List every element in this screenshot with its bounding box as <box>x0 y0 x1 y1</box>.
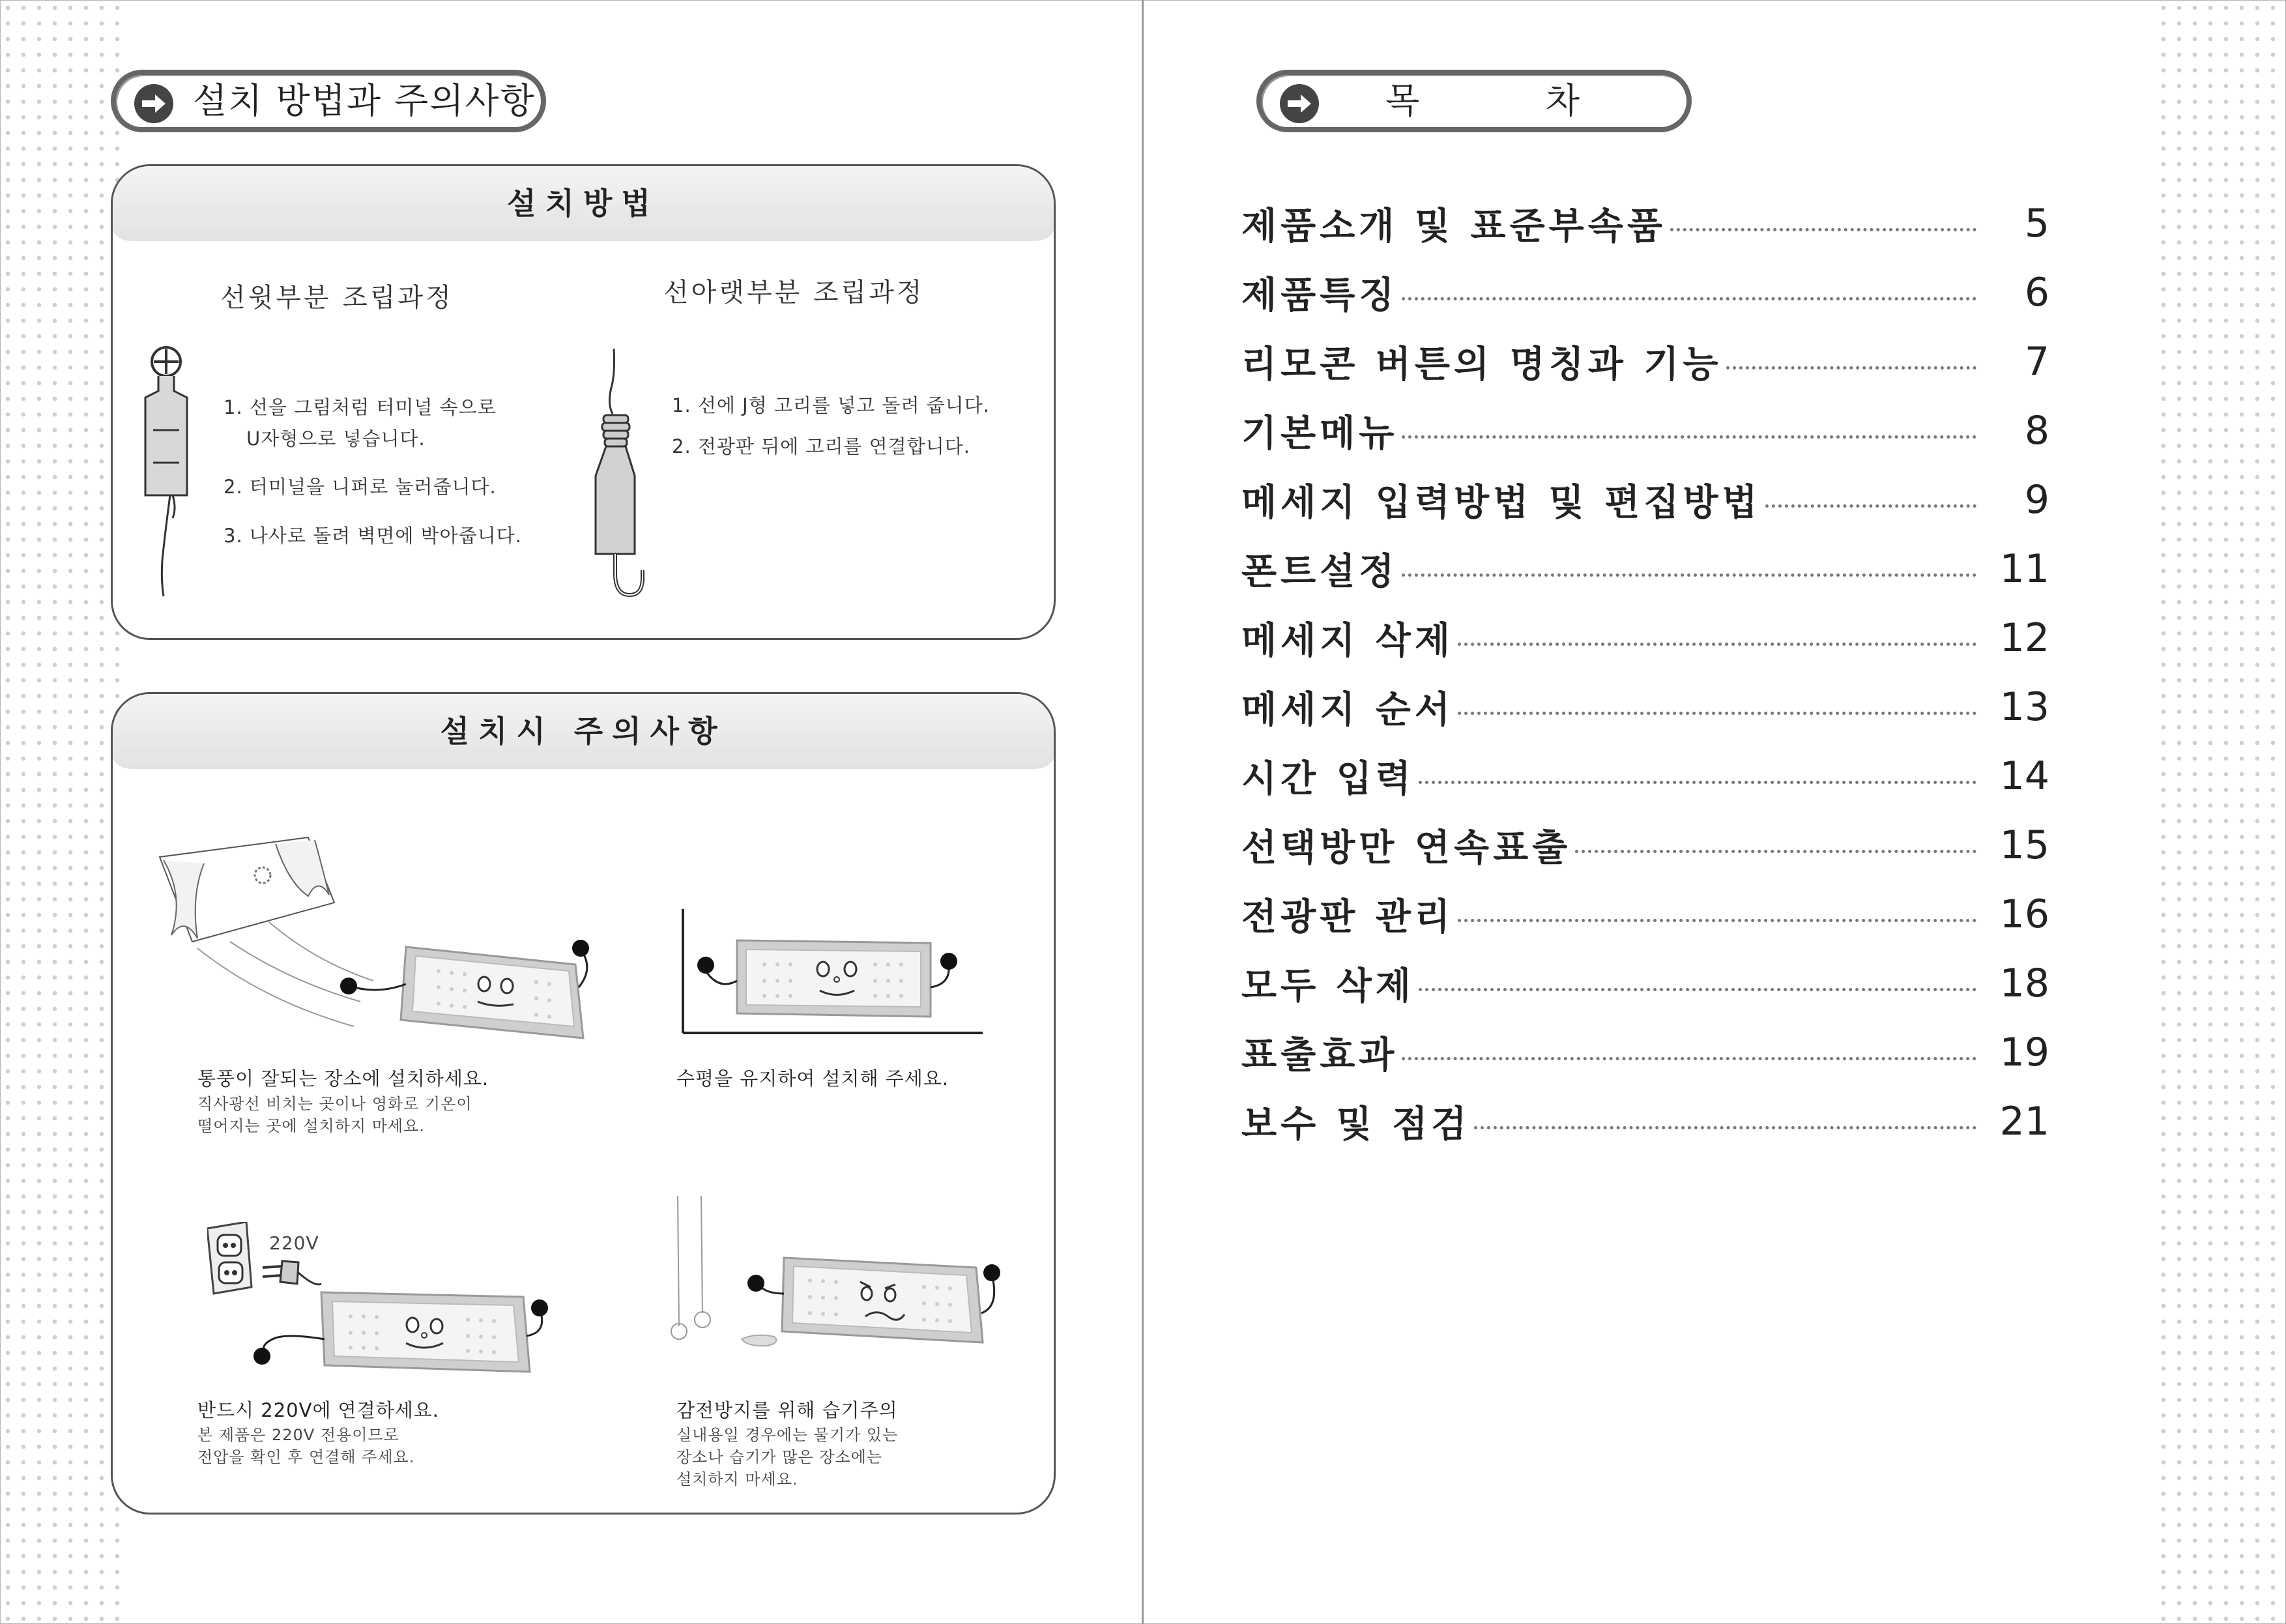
toc-leader-dots <box>1670 228 1976 231</box>
toc-leader-dots <box>1419 988 1976 991</box>
toc-page-number: 8 <box>2024 408 2049 454</box>
level-illustration <box>680 909 986 1039</box>
toc-entry-title: 표출효과 <box>1241 1034 1398 1077</box>
toc-entry-title: 메세지 삭제 <box>1241 620 1454 662</box>
toc-page-number: 18 <box>1999 961 2049 1006</box>
install-method-title: 설치방법 <box>113 166 1054 241</box>
top-step-1: 1. 선을 그림처럼 터미널 속으로 <box>224 396 497 418</box>
arrow-right-icon <box>134 84 173 123</box>
caution-3-sub-2: 전압을 확인 후 연결해 주세요. <box>197 1448 415 1466</box>
section-header-title: 설치 방법과 주의사항 <box>193 80 536 121</box>
toc-entry-title: 기본메뉴 <box>1241 413 1398 455</box>
toc-page-number: 11 <box>1999 546 2049 592</box>
toc-page-number: 6 <box>2024 270 2049 315</box>
top-part-heading: 선윗부분 조립과정 <box>220 283 454 313</box>
bottom-part-heading: 선아랫부분 조립과정 <box>663 278 925 308</box>
caution-2-text: 수평을 유지하여 설치해 주세요. <box>676 1067 949 1090</box>
toc-page-number: 21 <box>1999 1099 2049 1144</box>
toc-leader-dots <box>1458 712 1976 715</box>
toc-row[interactable] <box>1241 742 2049 811</box>
caution-4-sub-3: 설치하지 마세요. <box>676 1470 798 1488</box>
toc-header-pill <box>1256 70 1692 132</box>
toc-leader-dots <box>1575 850 1976 853</box>
toc-entry-title: 보수 및 점검 <box>1241 1103 1471 1146</box>
toc-leader-dots <box>1402 573 1976 577</box>
caution-1-sub-1: 직사광선 비치는 곳이나 영화로 기온이 <box>197 1095 472 1113</box>
caution-3-sub-1: 본 제품은 220V 전용이므로 <box>197 1426 399 1444</box>
toc-entry-title: 모두 삭제 <box>1241 965 1415 1008</box>
caution-4-sub-2: 장소나 습기가 많은 장소에는 <box>676 1448 883 1466</box>
moisture-illustration <box>670 1196 1035 1404</box>
toc-row[interactable] <box>1241 880 2049 949</box>
toc-row[interactable] <box>1241 327 2049 396</box>
caution-3-text: 반드시 220V에 연결하세요. <box>197 1399 439 1421</box>
toc-page-number: 14 <box>1999 753 2049 799</box>
toc-row[interactable] <box>1241 949 2049 1018</box>
ventilation-illustration <box>158 831 615 1046</box>
toc-leader-dots <box>1474 1126 1976 1129</box>
hook-illustration <box>592 349 663 609</box>
caution-1-sub-2: 떨어지는 곳에 설치하지 마세요. <box>197 1117 425 1135</box>
section-header-pill <box>111 70 546 132</box>
left-page <box>0 0 1142 1624</box>
toc-page-number: 5 <box>2024 201 2049 246</box>
toc-page-number: 15 <box>1999 822 2049 868</box>
toc-entry-title: 시간 입력 <box>1241 758 1415 800</box>
caution-4-text: 감전방지를 위해 습기주의 <box>676 1399 898 1421</box>
toc-entry-title: 메세지 순서 <box>1241 689 1454 731</box>
toc-row[interactable] <box>1241 396 2049 465</box>
toc-row[interactable] <box>1241 189 2049 258</box>
toc-entry-title: 리모콘 버튼의 명칭과 기능 <box>1241 343 1722 386</box>
toc-row[interactable] <box>1241 811 2049 880</box>
top-step-3: 3. 나사로 돌려 벽면에 박아줍니다. <box>224 525 522 547</box>
top-step-1-cont: U자형으로 넣습니다. <box>246 428 426 450</box>
caution-1-text: 통풍이 잘되는 장소에 설치하세요. <box>197 1067 489 1090</box>
install-cautions-box <box>111 692 1056 1515</box>
toc-row[interactable] <box>1241 1087 2049 1156</box>
toc-row[interactable] <box>1241 258 2049 327</box>
toc-page-number: 7 <box>2024 339 2049 384</box>
voltage-label: 220V <box>269 1232 319 1254</box>
toc-row[interactable] <box>1241 673 2049 742</box>
arrow-right-icon <box>1280 84 1319 123</box>
toc-entry-title: 선택방만 연속표출 <box>1241 827 1572 869</box>
install-method-box <box>111 164 1056 640</box>
toc-leader-dots <box>1402 435 1976 439</box>
toc-page-number: 19 <box>1999 1030 2049 1075</box>
toc-row[interactable] <box>1241 534 2049 603</box>
toc-row[interactable] <box>1241 1018 2049 1087</box>
toc-entry-title: 제품소개 및 표준부속품 <box>1241 205 1666 248</box>
toc-leader-dots <box>1726 366 1976 370</box>
toc-leader-dots <box>1419 781 1976 784</box>
toc-leader-dots <box>1458 919 1976 922</box>
install-cautions-title: 설치시 주의사항 <box>113 694 1054 769</box>
toc-entry-title: 폰트설정 <box>1241 551 1398 593</box>
caution-4-sub-1: 실내용일 경우에는 물기가 있는 <box>676 1426 899 1444</box>
toc-leader-dots <box>1458 643 1976 646</box>
table-of-contents <box>1241 189 2049 1156</box>
toc-page-number: 13 <box>1999 684 2049 730</box>
toc-page-number: 12 <box>1999 615 2049 661</box>
toc-leader-dots <box>1402 297 1976 300</box>
bottom-step-1: 1. 선에 J형 고리를 넣고 돌려 줍니다. <box>672 394 990 416</box>
toc-header-title: 목 차 <box>1385 80 1581 121</box>
bottom-step-2: 2. 전광판 뒤에 고리를 연결합니다. <box>672 435 970 457</box>
toc-entry-title: 전광판 관리 <box>1241 896 1454 938</box>
top-step-2: 2. 터미널을 니퍼로 눌러줍니다. <box>224 476 497 498</box>
toc-entry-title: 메세지 입력방법 및 편집방법 <box>1241 482 1761 524</box>
toc-entry-title: 제품특징 <box>1241 274 1398 317</box>
toc-row[interactable] <box>1241 465 2049 534</box>
toc-row[interactable] <box>1241 603 2049 673</box>
toc-page-number: 16 <box>1999 892 2049 937</box>
toc-page-number: 9 <box>2024 477 2049 523</box>
toc-leader-dots <box>1402 1057 1976 1060</box>
toc-leader-dots <box>1765 504 1976 508</box>
terminal-illustration <box>139 345 197 600</box>
